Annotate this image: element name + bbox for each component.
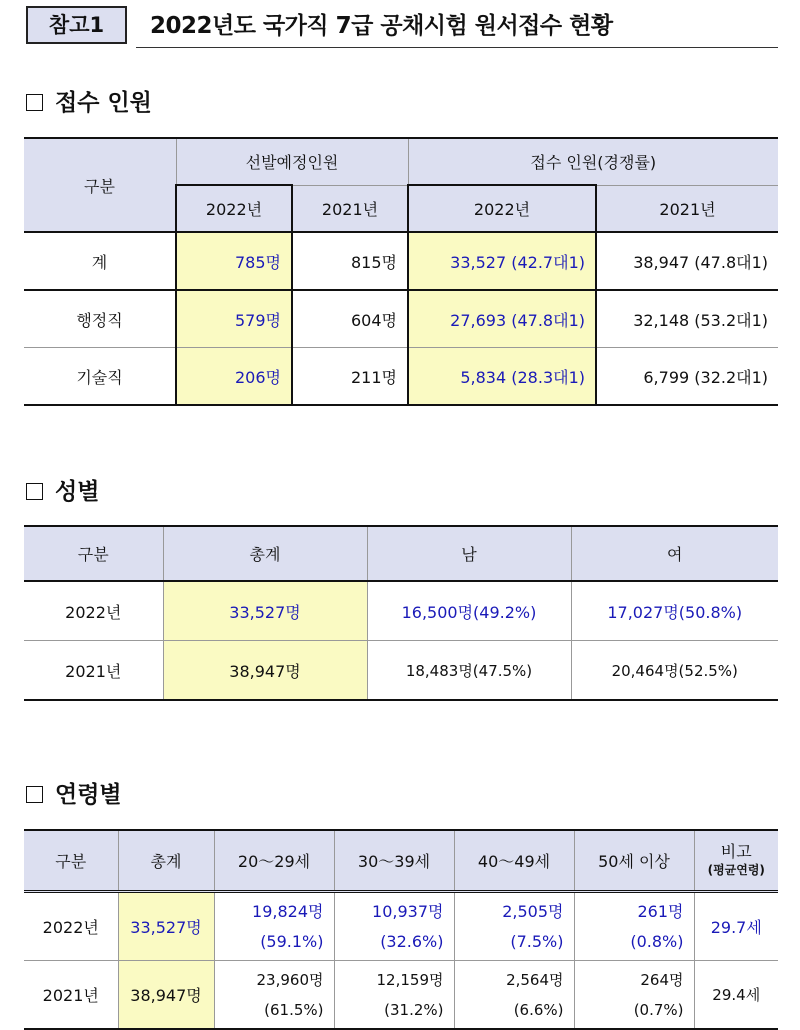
cell-value: 5,834 (28.3대1): [408, 348, 596, 406]
remark-header: 비고 (평균연령): [694, 830, 778, 892]
column-header: 여: [571, 526, 778, 581]
age-cell: 261명 (0.8%): [574, 892, 694, 961]
column-header: 30～39세: [334, 830, 454, 892]
cell-value: 33,527명: [118, 892, 214, 961]
column-header: 20～29세: [214, 830, 334, 892]
table-row: [24, 348, 778, 406]
cell-value: 16,500명(49.2%): [367, 581, 571, 641]
row-label: 기술직: [24, 348, 176, 406]
column-header: 구분: [24, 526, 163, 581]
row-label: 계: [24, 232, 176, 290]
cell-value: 38,947 (47.8대1): [596, 232, 778, 290]
cell-value: 27,693 (47.8대1): [408, 290, 596, 348]
square-bullet-icon: [26, 94, 43, 111]
average-age: 29.7세: [694, 892, 778, 961]
column-header: 구분: [24, 830, 118, 892]
age-cell: 12,159명 (31.2%): [334, 961, 454, 1030]
table-row: [24, 641, 778, 701]
cell-value: 785명: [176, 232, 292, 290]
cell-value: 32,148 (53.2대1): [596, 290, 778, 348]
corner-header: 구분: [24, 138, 176, 232]
group-header-applicants: 접수 인원(경쟁률): [408, 138, 778, 185]
table-row: [24, 232, 778, 290]
cell-value: 38,947명: [163, 641, 367, 701]
average-age: 29.4세: [694, 961, 778, 1030]
sub-header: 2021년: [292, 185, 408, 232]
cell-value: 815명: [292, 232, 408, 290]
age-cell: 264명 (0.7%): [574, 961, 694, 1030]
age-cell: 2,564명 (6.6%): [454, 961, 574, 1030]
table-row: [24, 290, 778, 348]
square-bullet-icon: [26, 786, 43, 803]
row-label: 행정직: [24, 290, 176, 348]
group-header-selection: 선발예정인원: [176, 138, 408, 185]
row-label: 2022년: [24, 892, 118, 961]
document-header: [26, 6, 778, 50]
cell-value: 33,527 (42.7대1): [408, 232, 596, 290]
row-label: 2021년: [24, 641, 163, 701]
cell-value: 206명: [176, 348, 292, 406]
reference-badge: 참고1: [26, 6, 127, 44]
column-header: 40～49세: [454, 830, 574, 892]
age-cell: 10,937명 (32.6%): [334, 892, 454, 961]
section-gender-title: 성별: [26, 477, 99, 507]
column-header: 남: [367, 526, 571, 581]
cell-value: 6,799 (32.2대1): [596, 348, 778, 406]
age-cell: 19,824명 (59.1%): [214, 892, 334, 961]
sub-header: 2022년: [408, 185, 596, 232]
title-underline: [136, 47, 778, 48]
gender-table: [24, 525, 778, 701]
cell-value: 33,527명: [163, 581, 367, 641]
sub-header: 2021년: [596, 185, 778, 232]
sub-header: 2022년: [176, 185, 292, 232]
age-table: [24, 829, 778, 1030]
column-header: 총계: [163, 526, 367, 581]
column-header: 50세 이상: [574, 830, 694, 892]
square-bullet-icon: [26, 483, 43, 500]
age-cell: 2,505명 (7.5%): [454, 892, 574, 961]
cell-value: 604명: [292, 290, 408, 348]
age-cell: 23,960명 (61.5%): [214, 961, 334, 1030]
page-title: 2022년도 국가직 7급 공채시험 원서접수 현황: [150, 13, 613, 39]
section-age-title: 연령별: [26, 780, 122, 810]
section-applicants-title: 접수 인원: [26, 88, 152, 118]
cell-value: 18,483명(47.5%): [367, 641, 571, 701]
cell-value: 17,027명(50.8%): [571, 581, 778, 641]
applicants-table: [24, 137, 778, 406]
cell-value: 38,947명: [118, 961, 214, 1030]
table-row: [24, 581, 778, 641]
cell-value: 579명: [176, 290, 292, 348]
table-row: [24, 892, 778, 961]
row-label: 2022년: [24, 581, 163, 641]
row-label: 2021년: [24, 961, 118, 1030]
cell-value: 211명: [292, 348, 408, 406]
table-row: [24, 961, 778, 1030]
cell-value: 20,464명(52.5%): [571, 641, 778, 701]
column-header: 총계: [118, 830, 214, 892]
